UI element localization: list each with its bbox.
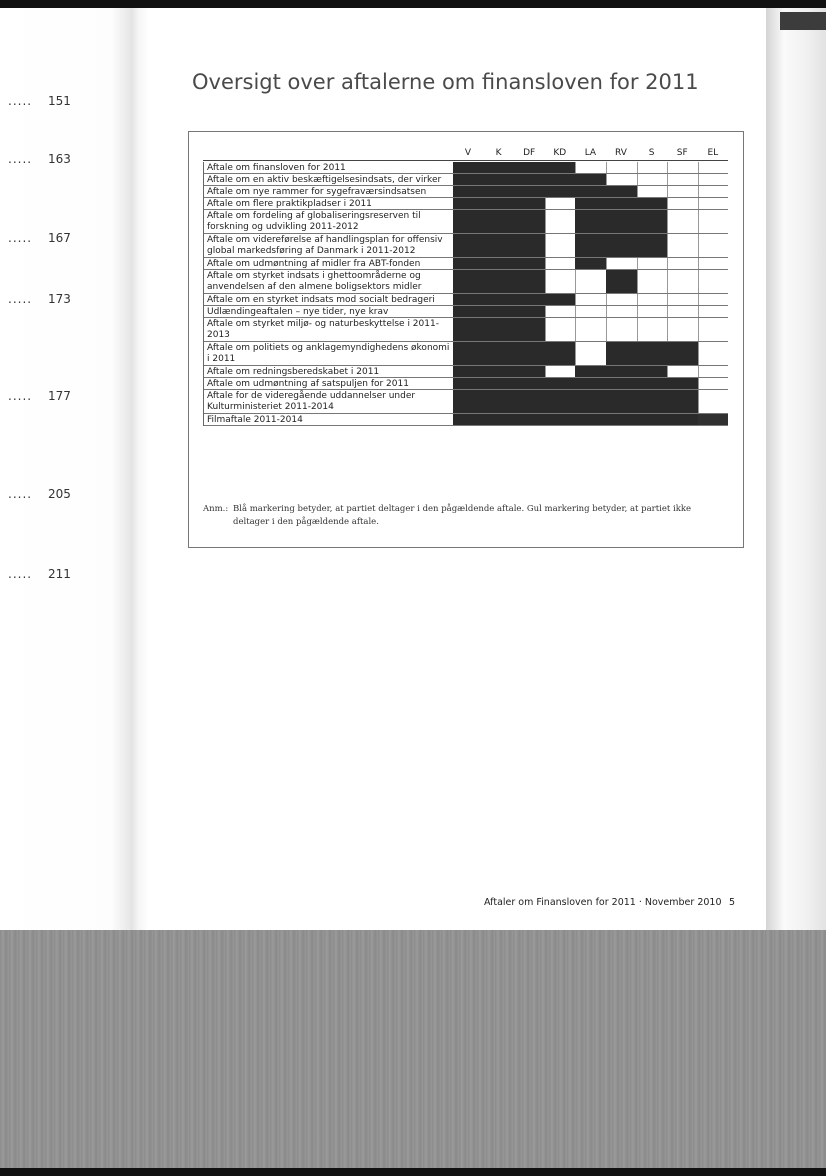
participation-cell-df — [514, 414, 545, 425]
toc-ref-5 — [8, 487, 118, 501]
nonparticipation-cell-s — [637, 174, 668, 185]
scanner-bed — [0, 930, 826, 1168]
nonparticipation-cell-el — [698, 390, 729, 413]
participation-cell-k — [484, 378, 515, 389]
toc-page-number: 211 — [48, 567, 71, 581]
next-page-edge — [766, 8, 826, 930]
participation-cell-rv — [606, 198, 637, 209]
participation-cell-v — [453, 318, 484, 341]
toc-page-number: 163 — [48, 152, 71, 166]
participation-cell-k — [484, 210, 515, 233]
participation-cell-v — [453, 174, 484, 185]
participation-cell-la — [575, 414, 606, 425]
toc-ref-2 — [8, 231, 118, 245]
nonparticipation-cell-sf — [667, 198, 698, 209]
nonparticipation-cell-sf — [667, 162, 698, 173]
party-header-df: DF — [523, 148, 536, 158]
grid-row — [453, 390, 728, 414]
participation-cell-s — [637, 234, 668, 257]
participation-cell-kd — [545, 390, 576, 413]
toc-ref-6 — [8, 567, 118, 581]
participation-cell-la — [575, 234, 606, 257]
participation-cell-s — [637, 366, 668, 377]
toc-ref-1 — [8, 152, 118, 166]
agreement-label: Aftale om redningsberedskabet i 2011 — [204, 366, 454, 378]
nonparticipation-cell-kd — [545, 318, 576, 341]
participation-cell-rv — [606, 270, 637, 293]
participation-cell-la — [575, 186, 606, 197]
nonparticipation-cell-el — [698, 378, 729, 389]
participation-cell-s — [637, 210, 668, 233]
nonparticipation-cell-el — [698, 306, 729, 317]
agreement-label: Udlændingeaftalen – nye tider, nye krav — [204, 306, 454, 318]
nonparticipation-cell-sf — [667, 318, 698, 341]
party-header-kd: KD — [553, 148, 567, 158]
participation-cell-v — [453, 210, 484, 233]
nonparticipation-cell-rv — [606, 258, 637, 269]
nonparticipation-cell-kd — [545, 366, 576, 377]
participation-cell-v — [453, 270, 484, 293]
agreement-label: Aftale om styrket miljø- og naturbeskyttelse i 2011-2013 — [204, 318, 454, 342]
agreement-label: Aftale om nye rammer for sygefraværsindsatsen — [204, 186, 454, 198]
participation-cell-df — [514, 318, 545, 341]
participation-cell-df — [514, 162, 545, 173]
participation-cell-rv — [606, 186, 637, 197]
participation-cell-df — [514, 378, 545, 389]
party-header-v: V — [464, 148, 472, 158]
agreement-label: Filmaftale 2011-2014 — [204, 414, 454, 426]
participation-cell-v — [453, 342, 484, 365]
participation-cell-la — [575, 174, 606, 185]
grid-row — [453, 318, 728, 342]
nonparticipation-cell-el — [698, 198, 729, 209]
agreement-label: Aftale om en styrket indsats mod socialt bedrageri — [204, 294, 454, 306]
nonparticipation-cell-sf — [667, 234, 698, 257]
participation-cell-df — [514, 270, 545, 293]
party-header-rv: RV — [615, 148, 627, 158]
nonparticipation-cell-la — [575, 294, 606, 305]
nonparticipation-cell-sf — [667, 306, 698, 317]
participation-cell-k — [484, 162, 515, 173]
participation-cell-df — [514, 342, 545, 365]
agreement-label: Aftale om videreførelse af handlingsplan for offensiv global markedsføring af Danmark i 2011-2012 — [204, 234, 454, 258]
participation-cell-df — [514, 210, 545, 233]
grid-row — [453, 210, 728, 234]
participation-cell-la — [575, 198, 606, 209]
nonparticipation-cell-s — [637, 162, 668, 173]
participation-cell-rv — [606, 378, 637, 389]
participation-cell-v — [453, 366, 484, 377]
nonparticipation-cell-rv — [606, 162, 637, 173]
page-title: Oversigt over aftalerne om finansloven for 2011 — [192, 70, 699, 94]
nonparticipation-cell-la — [575, 270, 606, 293]
nonparticipation-cell-sf — [667, 174, 698, 185]
grid-row — [453, 270, 728, 294]
participation-cell-la — [575, 378, 606, 389]
participation-cell-k — [484, 186, 515, 197]
agreement-label: Aftale om en aktiv beskæftigelsesindsats, der virker — [204, 174, 454, 186]
nonparticipation-cell-s — [637, 294, 668, 305]
nonparticipation-cell-s — [637, 258, 668, 269]
nonparticipation-cell-sf — [667, 186, 698, 197]
header-divider — [203, 160, 728, 161]
agreement-label: Aftale om udmøntning af satspuljen for 2011 — [204, 378, 454, 390]
agreement-label: Aftale om finansloven for 2011 — [204, 162, 454, 174]
nonparticipation-cell-la — [575, 306, 606, 317]
grid-row — [453, 414, 728, 426]
page-tab-marker — [780, 12, 826, 30]
participation-cell-k — [484, 294, 515, 305]
participation-cell-sf — [667, 342, 698, 365]
grid-row — [453, 342, 728, 366]
nonparticipation-cell-el — [698, 270, 729, 293]
toc-page-number: 167 — [48, 231, 71, 245]
toc-ref-0 — [8, 94, 118, 108]
participation-cell-k — [484, 270, 515, 293]
grid-row — [453, 186, 728, 198]
participation-cell-s — [637, 342, 668, 365]
party-header-la: LA — [584, 148, 597, 158]
footer-publication: Aftaler om Finansloven for 2011 · November 2010 — [484, 897, 722, 908]
participation-cell-kd — [545, 414, 576, 425]
participation-cell-sf — [667, 378, 698, 389]
participation-cell-kd — [545, 378, 576, 389]
participation-cell-s — [637, 390, 668, 413]
nonparticipation-cell-s — [637, 306, 668, 317]
nonparticipation-cell-s — [637, 186, 668, 197]
agreement-label: Aftale om udmøntning af midler fra ABT-fonden — [204, 258, 454, 270]
nonparticipation-cell-rv — [606, 174, 637, 185]
participation-cell-rv — [606, 366, 637, 377]
participation-cell-k — [484, 342, 515, 365]
participation-cell-k — [484, 258, 515, 269]
participation-cell-sf — [667, 414, 698, 425]
agreement-label: Aftale om styrket indsats i ghettoområderne og anvendelsen af den almene boligsektors midler — [204, 270, 454, 294]
participation-cell-v — [453, 390, 484, 413]
nonparticipation-cell-kd — [545, 270, 576, 293]
nonparticipation-cell-kd — [545, 258, 576, 269]
participation-cell-df — [514, 294, 545, 305]
grid-row — [453, 198, 728, 210]
party-header-sf: SF — [676, 148, 688, 158]
participation-cell-k — [484, 390, 515, 413]
agreement-label: Aftale om fordeling af globaliseringsreserven til forskning og udvikling 2011-2012 — [204, 210, 454, 234]
grid-row — [453, 162, 728, 174]
nonparticipation-cell-el — [698, 318, 729, 341]
scan-top-border — [0, 0, 826, 8]
toc-page-number: 173 — [48, 292, 71, 306]
scan-bottom-border — [0, 1168, 826, 1176]
agreement-label: Aftale om politiets og anklagemyndighedens økonomi i 2011 — [204, 342, 454, 366]
participation-cell-kd — [545, 186, 576, 197]
participation-cell-rv — [606, 390, 637, 413]
toc-dots: ..... — [8, 389, 33, 403]
nonparticipation-cell-kd — [545, 234, 576, 257]
participation-cell-rv — [606, 210, 637, 233]
nonparticipation-cell-la — [575, 162, 606, 173]
participation-cell-la — [575, 390, 606, 413]
note-label: Anm.: — [203, 504, 229, 514]
nonparticipation-cell-el — [698, 294, 729, 305]
nonparticipation-cell-s — [637, 318, 668, 341]
participation-cell-k — [484, 174, 515, 185]
participation-cell-v — [453, 294, 484, 305]
nonparticipation-cell-sf — [667, 210, 698, 233]
footer-page-number: 5 — [729, 897, 736, 908]
participation-cell-k — [484, 366, 515, 377]
participation-cell-df — [514, 186, 545, 197]
participation-cell-s — [637, 414, 668, 425]
participation-cell-df — [514, 258, 545, 269]
nonparticipation-cell-kd — [545, 198, 576, 209]
participation-cell-kd — [545, 342, 576, 365]
agreement-label: Aftale om flere praktikpladser i 2011 — [204, 198, 454, 210]
toc-dots: ..... — [8, 487, 33, 501]
participation-cell-rv — [606, 342, 637, 365]
participation-cell-v — [453, 306, 484, 317]
grid-row — [453, 234, 728, 258]
participation-cell-el — [698, 414, 729, 425]
participation-cell-k — [484, 414, 515, 425]
party-header-s: S — [648, 148, 655, 158]
participation-cell-v — [453, 186, 484, 197]
nonparticipation-cell-el — [698, 342, 729, 365]
toc-page-number: 205 — [48, 487, 71, 501]
nonparticipation-cell-sf — [667, 270, 698, 293]
toc-dots: ..... — [8, 231, 33, 245]
participation-cell-df — [514, 234, 545, 257]
toc-ref-3 — [8, 292, 118, 306]
grid-row — [453, 294, 728, 306]
nonparticipation-cell-kd — [545, 306, 576, 317]
participation-cell-kd — [545, 294, 576, 305]
participation-cell-la — [575, 258, 606, 269]
toc-dots: ..... — [8, 152, 33, 166]
toc-ref-4 — [8, 389, 118, 403]
nonparticipation-cell-rv — [606, 318, 637, 341]
participation-cell-df — [514, 174, 545, 185]
participation-cell-v — [453, 162, 484, 173]
participation-cell-df — [514, 198, 545, 209]
participation-cell-v — [453, 378, 484, 389]
participation-cell-k — [484, 234, 515, 257]
nonparticipation-cell-sf — [667, 366, 698, 377]
toc-page-number: 151 — [48, 94, 71, 108]
toc-dots: ..... — [8, 292, 33, 306]
participation-cell-k — [484, 306, 515, 317]
participation-cell-v — [453, 414, 484, 425]
party-header-k: K — [495, 148, 502, 158]
party-header-el: EL — [707, 148, 719, 158]
grid-row — [453, 306, 728, 318]
participation-cell-s — [637, 378, 668, 389]
agreement-label-column — [203, 162, 454, 426]
participation-cell-v — [453, 198, 484, 209]
grid-row — [453, 258, 728, 270]
participation-cell-sf — [667, 390, 698, 413]
grid-row — [453, 174, 728, 186]
participation-cell-kd — [545, 162, 576, 173]
toc-dots: ..... — [8, 94, 33, 108]
participation-cell-v — [453, 234, 484, 257]
note-text: Blå markering betyder, at partiet deltager i den pågældende aftale. Gul markering betyder, at partiet ikke deltager i den pågældende aftale. — [233, 504, 692, 527]
participation-cell-k — [484, 318, 515, 341]
nonparticipation-cell-la — [575, 318, 606, 341]
participation-grid — [453, 162, 728, 426]
toc-dots: ..... — [8, 567, 33, 581]
nonparticipation-cell-el — [698, 210, 729, 233]
grid-row — [453, 378, 728, 390]
nonparticipation-cell-el — [698, 258, 729, 269]
participation-cell-df — [514, 306, 545, 317]
nonparticipation-cell-el — [698, 162, 729, 173]
participation-cell-s — [637, 198, 668, 209]
participation-cell-k — [484, 198, 515, 209]
participation-cell-v — [453, 258, 484, 269]
nonparticipation-cell-sf — [667, 294, 698, 305]
nonparticipation-cell-el — [698, 234, 729, 257]
participation-cell-df — [514, 366, 545, 377]
participation-cell-la — [575, 366, 606, 377]
grid-row — [453, 366, 728, 378]
participation-cell-kd — [545, 174, 576, 185]
agreement-label: Aftale for de videregående uddannelser under Kulturministeriet 2011-2014 — [204, 390, 454, 414]
nonparticipation-cell-la — [575, 342, 606, 365]
nonparticipation-cell-el — [698, 366, 729, 377]
nonparticipation-cell-rv — [606, 294, 637, 305]
left-page — [0, 8, 131, 930]
participation-cell-rv — [606, 234, 637, 257]
participation-cell-la — [575, 210, 606, 233]
nonparticipation-cell-rv — [606, 306, 637, 317]
participation-cell-rv — [606, 414, 637, 425]
nonparticipation-cell-el — [698, 174, 729, 185]
nonparticipation-cell-el — [698, 186, 729, 197]
toc-page-number: 177 — [48, 389, 71, 403]
participation-cell-df — [514, 390, 545, 413]
nonparticipation-cell-sf — [667, 258, 698, 269]
nonparticipation-cell-s — [637, 270, 668, 293]
nonparticipation-cell-kd — [545, 210, 576, 233]
